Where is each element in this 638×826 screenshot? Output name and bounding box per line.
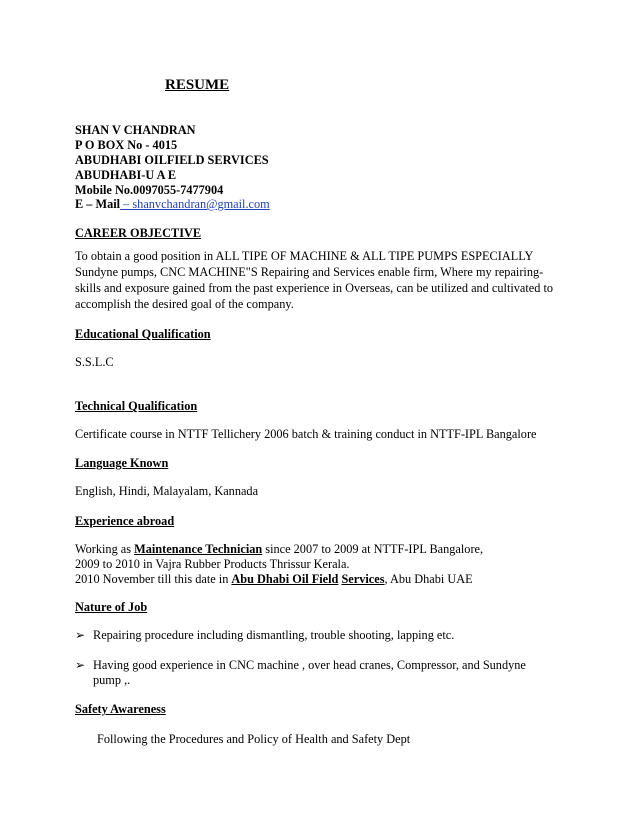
experience-line-2: 2009 to 2010 in Vajra Rubber Products Thrissur Kerala. [75, 557, 350, 571]
experience-text: since 2007 to 2009 at NTTF-IPL Bangalore, [262, 542, 484, 556]
safety-value: Following the Procedures and Policy of Health and Safety Dept [97, 732, 411, 746]
experience-company: Abu Dhabi Oil Field [231, 572, 339, 586]
technical-heading: Technical Qualification [75, 399, 198, 413]
safety-heading: Safety Awareness [75, 702, 166, 716]
experience-role: Maintenance Technician [134, 542, 263, 556]
experience-text: Working as [75, 542, 135, 556]
technical-value: Certificate course in NTTF Tellichery 2006 batch & training conduct in NTTF-IPL Bangalore [75, 427, 537, 441]
education-heading: Educational Qualification [75, 327, 211, 341]
contact-pobox: P O BOX No - 4015 [75, 138, 178, 152]
career-line: To obtain a good position in ALL TIPE OF MACHINE & ALL TIPE PUMPS ESPECIALLY [75, 249, 534, 263]
contact-email [75, 197, 270, 212]
language-heading: Language Known [75, 456, 169, 470]
job-heading: Nature of Job [75, 600, 148, 614]
experience-text: , Abu Dhabi UAE [384, 572, 473, 586]
job-bullet: Repairing procedure including dismantling, trouble shooting, lapping etc. [93, 628, 455, 642]
education-value: S.S.L.C [75, 355, 114, 369]
contact-name: SHAN V CHANDRAN [75, 123, 196, 137]
contact-mobile: Mobile No.0097055-7477904 [75, 183, 224, 197]
page-title: RESUME [165, 77, 230, 93]
email-label: E – Mail [75, 197, 121, 211]
experience-text: 2010 November till this date in [75, 572, 232, 586]
contact-location: ABUDHABI-U A E [75, 168, 177, 182]
job-bullet: Having good experience in CNC machine , over head cranes, Compressor, and Sundyne [93, 658, 526, 672]
experience-line-1 [75, 542, 483, 557]
experience-heading: Experience abroad [75, 514, 175, 528]
career-line: skills and exposure gained from the past experience in Overseas, can be utilized and cultivated to [75, 281, 554, 295]
career-line: accomplish the desired goal of the company. [75, 297, 294, 311]
career-line: Sundyne pumps, CNC MACHINE"S Repairing and Services enable firm, Where my repairing- [75, 265, 544, 279]
language-value: English, Hindi, Malayalam, Kannada [75, 484, 259, 498]
email-link[interactable]: – shanvchandran@gmail.com [120, 197, 270, 211]
arrow-bullet-icon: ➢ [75, 658, 86, 672]
career-heading: CAREER OBJECTIVE [75, 226, 202, 240]
experience-services: Services [341, 572, 385, 586]
job-bullet-continuation: pump ,. [93, 673, 131, 687]
arrow-bullet-icon: ➢ [75, 628, 86, 642]
experience-line-3 [75, 572, 473, 587]
contact-company: ABUDHABI OILFIELD SERVICES [75, 153, 269, 167]
